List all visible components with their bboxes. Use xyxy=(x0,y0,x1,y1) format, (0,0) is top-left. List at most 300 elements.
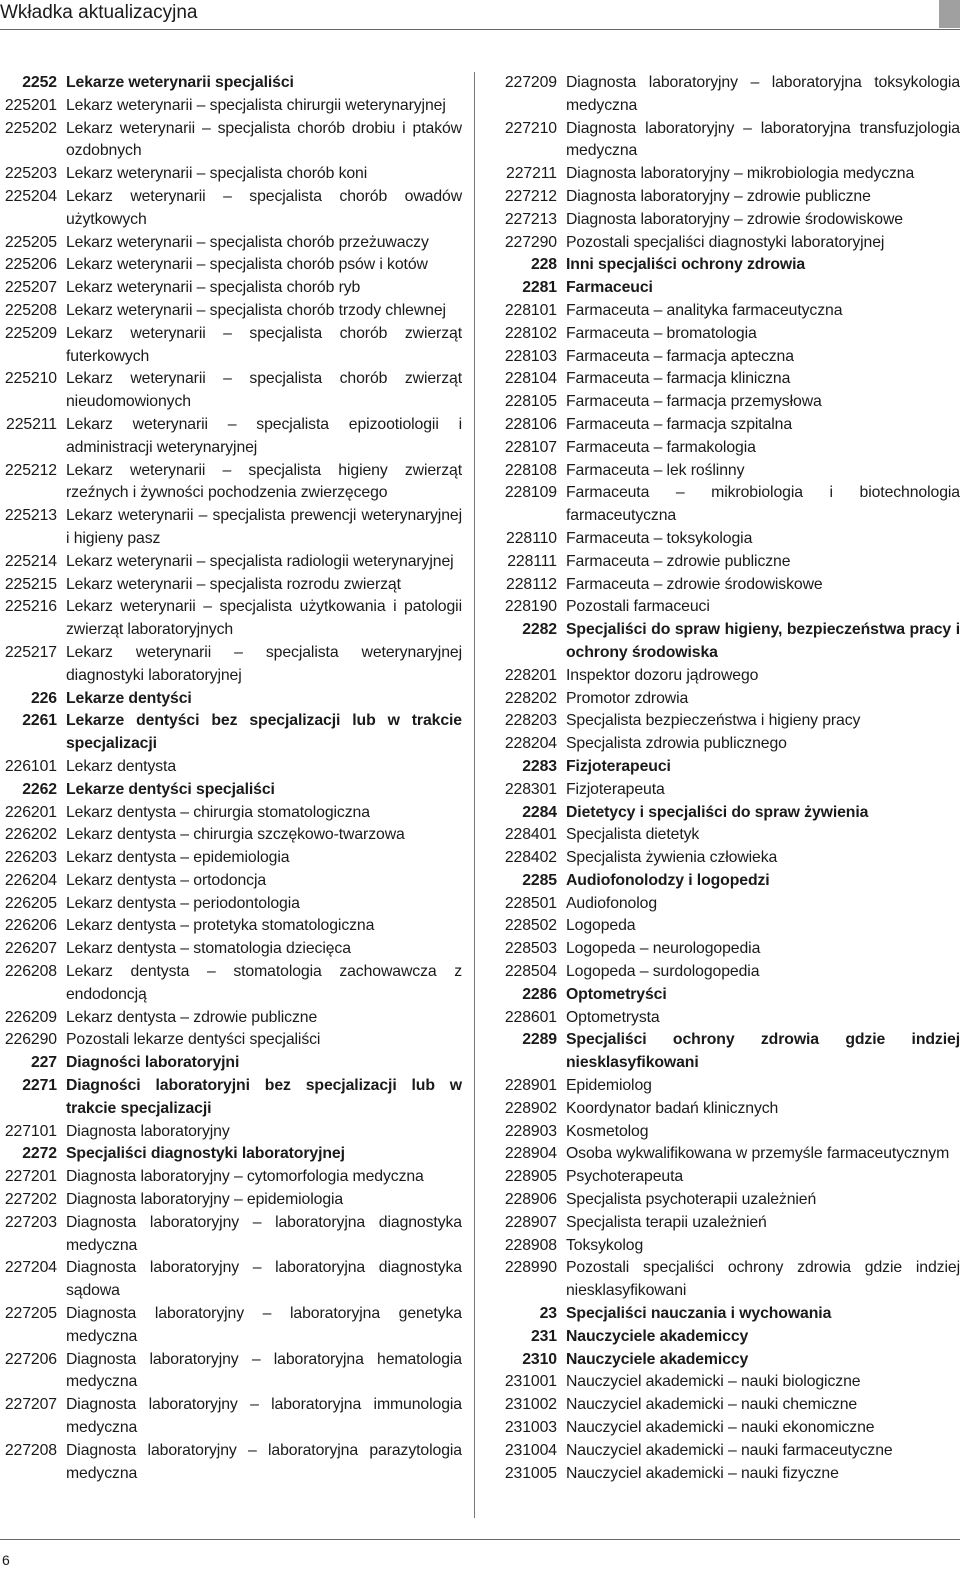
occupation-code: 225207 xyxy=(4,279,57,297)
column-divider xyxy=(474,72,475,1518)
occupation-entry xyxy=(486,1212,960,1235)
occupation-label: Diagnosta laboratoryjny – zdrowie środowiskowe xyxy=(566,210,903,228)
occupation-entry xyxy=(486,1417,960,1440)
occupation-label: Lekarz weterynarii – specjalista chorób ryb xyxy=(66,279,361,297)
occupation-label: Farmaceuta – farmakologia xyxy=(566,438,756,456)
occupation-entry xyxy=(0,1257,462,1303)
occupation-entry xyxy=(486,733,960,756)
occupation-entry xyxy=(486,938,960,961)
occupation-label: Lekarz weterynarii – specjalista rozrodu zwierząt xyxy=(66,575,401,593)
header-title: Wkładka aktualizacyjna xyxy=(0,2,198,23)
group-heading xyxy=(486,1029,960,1075)
occupation-label: Inni specjaliści ochrony zdrowia xyxy=(566,256,806,274)
group-heading xyxy=(486,756,960,779)
occupation-entry xyxy=(0,1440,462,1486)
occupation-label: Logopeda – surdologopedia xyxy=(566,963,760,981)
occupation-code: 227208 xyxy=(4,1441,57,1459)
group-heading xyxy=(0,710,462,756)
occupation-entry xyxy=(486,186,960,209)
occupation-entry xyxy=(0,186,462,232)
occupation-code: 228503 xyxy=(504,940,557,958)
occupation-code: 228202 xyxy=(504,689,557,707)
occupation-entry xyxy=(0,323,462,369)
group-heading xyxy=(0,1075,462,1121)
occupation-code: 2272 xyxy=(22,1145,57,1163)
occupation-entry xyxy=(486,232,960,255)
occupation-code: 231005 xyxy=(504,1464,557,1482)
occupation-label: Lekarz dentysta – periodontologia xyxy=(66,894,300,912)
occupation-code: 227211 xyxy=(506,165,557,183)
occupation-entry xyxy=(486,1166,960,1189)
occupation-code: 231 xyxy=(530,1327,557,1345)
occupation-label: Farmaceuta – farmacja przemysłowa xyxy=(566,393,822,411)
occupation-label: Lekarz weterynarii – specjalista chorób owadów użytkowych xyxy=(66,187,462,228)
occupation-entry xyxy=(486,574,960,597)
occupation-entry xyxy=(486,915,960,938)
occupation-label: Farmaceuta – analityka farmaceutyczna xyxy=(566,301,843,319)
group-heading xyxy=(486,277,960,300)
occupation-label: Audiofonolodzy i logopedzi xyxy=(566,871,770,889)
occupation-code: 228301 xyxy=(504,780,557,798)
occupation-label: Nauczyciel akademicki – nauki biologiczne xyxy=(566,1373,861,1391)
occupation-label: Epidemiolog xyxy=(566,1077,652,1095)
occupation-label: Diagnosta laboratoryjny – laboratoryjna diagnostyka sądowa xyxy=(66,1259,462,1300)
occupation-entry xyxy=(0,870,462,893)
left-column xyxy=(0,72,462,1485)
occupation-entry xyxy=(486,710,960,733)
occupation-code: 228203 xyxy=(504,712,557,730)
group-heading xyxy=(0,779,462,802)
occupation-code: 228401 xyxy=(504,826,557,844)
occupation-label: Farmaceuta – bromatologia xyxy=(566,324,757,342)
occupation-label: Farmaceuta – farmacja szpitalna xyxy=(566,415,793,433)
occupation-code: 227101 xyxy=(4,1122,57,1140)
occupation-label: Farmaceuta – zdrowie publiczne xyxy=(566,552,791,570)
occupation-entry xyxy=(0,1212,462,1258)
occupation-code: 228908 xyxy=(504,1236,557,1254)
occupation-code: 2261 xyxy=(22,712,57,730)
occupation-entry xyxy=(486,460,960,483)
occupation-label: Lekarze dentyści xyxy=(66,689,192,707)
occupation-code: 226101 xyxy=(4,757,57,775)
occupation-code: 226209 xyxy=(4,1008,57,1026)
group-heading xyxy=(0,72,462,95)
occupation-entry xyxy=(0,300,462,323)
occupation-code: 228111 xyxy=(507,552,557,570)
occupation-code: 228504 xyxy=(504,963,557,981)
occupation-label: Diagnosta laboratoryjny – laboratoryjna transfuzjologia medyczna xyxy=(566,119,960,160)
occupation-label: Specjaliści nauczania i wychowania xyxy=(566,1305,832,1323)
occupation-code: 225203 xyxy=(4,165,57,183)
occupation-code: 228103 xyxy=(504,347,557,365)
occupation-code: 228502 xyxy=(504,917,557,935)
occupation-label: Specjalista terapii uzależnień xyxy=(566,1213,767,1231)
occupation-code: 225201 xyxy=(4,96,57,114)
occupation-label: Specjaliści ochrony zdrowia gdzie indziej niesklasyfikowani xyxy=(566,1031,960,1072)
occupation-label: Lekarz dentysta xyxy=(66,757,177,775)
occupation-label: Pozostali specjaliści ochrony zdrowia gdzie indziej niesklasyfikowani xyxy=(566,1259,960,1300)
occupation-label: Diagnosta laboratoryjny xyxy=(66,1122,230,1140)
occupation-code: 225211 xyxy=(6,415,57,433)
occupation-label: Lekarz weterynarii – specjalista prewencji weterynaryjnej i higieny pasz xyxy=(66,507,462,547)
occupation-entry xyxy=(486,1121,960,1144)
occupation-label: Farmaceuta – mikrobiologia i biotechnologia farmaceutyczna xyxy=(566,484,960,525)
occupation-code: 2285 xyxy=(522,871,557,889)
occupation-code: 227209 xyxy=(504,74,557,91)
occupation-label: Diagnosta laboratoryjny – laboratoryjna genetyka medyczna xyxy=(66,1305,462,1345)
occupation-code: 228906 xyxy=(504,1191,557,1209)
occupation-entry xyxy=(486,596,960,619)
occupation-label: Lekarz weterynarii – specjalista chorób drobiu i ptaków ozdobnych xyxy=(66,119,462,160)
occupation-entry xyxy=(486,779,960,802)
occupation-entry xyxy=(0,938,462,961)
occupation-label: Nauczyciele akademiccy xyxy=(566,1327,749,1345)
occupation-entry xyxy=(486,1394,960,1417)
occupation-entry xyxy=(486,847,960,870)
occupation-code: 225204 xyxy=(4,187,57,205)
occupation-label: Lekarz dentysta – epidemiologia xyxy=(66,849,290,867)
occupation-entry xyxy=(0,756,462,779)
occupation-entry xyxy=(0,1166,462,1189)
occupation-label: Lekarz weterynarii – specjalista higieny zwierząt rzeźnych i żywności pochodzenia zwierzęcego xyxy=(66,461,462,502)
occupation-entry xyxy=(486,1235,960,1258)
occupation-label: Diagnosta laboratoryjny – epidemiologia xyxy=(66,1191,344,1209)
occupation-label: Lekarz dentysta – chirurgia szczękowo-twarzowa xyxy=(66,826,405,844)
group-heading xyxy=(486,802,960,825)
group-heading xyxy=(486,984,960,1007)
occupation-label: Lekarz dentysta – protetyka stomatologiczna xyxy=(66,917,375,935)
group-heading xyxy=(486,619,960,665)
occupation-code: 228901 xyxy=(504,1077,557,1095)
group-heading xyxy=(486,1326,960,1349)
occupation-label: Specjalista żywienia człowieka xyxy=(566,849,778,867)
occupation-entry xyxy=(486,482,960,528)
occupation-label: Lekarz dentysta – stomatologia dziecięca xyxy=(66,940,351,958)
occupation-label: Diagnosta laboratoryjny – laboratoryjna parazytologia medyczna xyxy=(66,1441,462,1482)
occupation-entry xyxy=(486,1075,960,1098)
occupation-label: Diagności laboratoryjni xyxy=(66,1054,240,1072)
header-tab-marker xyxy=(939,0,960,28)
occupation-label: Osoba wykwalifikowana w przemyśle farmaceutycznym xyxy=(566,1145,950,1163)
occupation-label: Lekarz weterynarii – specjalista weterynaryjnej diagnostyki laboratoryjnej xyxy=(66,643,462,684)
group-heading xyxy=(0,1143,462,1166)
occupation-code: 2281 xyxy=(522,279,557,297)
occupation-entry xyxy=(0,95,462,118)
occupation-code: 228907 xyxy=(504,1213,557,1231)
occupation-code: 228108 xyxy=(504,461,557,479)
occupation-label: Lekarz weterynarii – specjalista chorób zwierząt nieudomowionych xyxy=(66,370,462,411)
occupation-entry xyxy=(0,551,462,574)
occupation-code: 228990 xyxy=(504,1259,557,1277)
occupation-code: 226290 xyxy=(4,1031,57,1049)
occupation-entry xyxy=(486,551,960,574)
occupation-label: Farmaceuta – lek roślinny xyxy=(566,461,745,479)
occupation-label: Fizjoterapeuta xyxy=(566,780,665,798)
group-heading xyxy=(0,688,462,711)
occupation-entry xyxy=(486,1463,960,1486)
occupation-code: 226205 xyxy=(4,894,57,912)
occupation-code: 225202 xyxy=(4,119,57,137)
occupation-label: Nauczyciel akademicki – nauki chemiczne xyxy=(566,1396,858,1414)
occupation-code: 2252 xyxy=(22,74,57,91)
occupation-code: 2262 xyxy=(22,780,57,798)
occupation-label: Lekarz dentysta – zdrowie publiczne xyxy=(66,1008,318,1026)
occupation-entry xyxy=(0,460,462,506)
occupation-label: Specjalista bezpieczeństwa i higieny pracy xyxy=(566,712,861,730)
occupation-label: Farmaceuta – zdrowie środowiskowe xyxy=(566,575,823,593)
occupation-label: Optometryści xyxy=(566,985,667,1003)
occupation-entry xyxy=(0,824,462,847)
page-number: 6 xyxy=(2,1552,10,1568)
occupation-label: Farmaceuta – toksykologia xyxy=(566,529,753,547)
occupation-label: Specjaliści do spraw higieny, bezpieczeństwa pracy i ochrony środowiska xyxy=(566,621,960,661)
occupation-code: 228105 xyxy=(504,393,557,411)
occupation-entry xyxy=(0,1303,462,1349)
occupation-label: Lekarz weterynarii – specjalista chorób psów i kotów xyxy=(66,256,428,274)
occupation-code: 225210 xyxy=(4,370,57,388)
occupation-code: 225209 xyxy=(4,324,57,342)
occupation-label: Dietetycy i specjaliści do spraw żywienia xyxy=(566,803,869,821)
occupation-label: Lekarz dentysta – chirurgia stomatologiczna xyxy=(66,803,370,821)
occupation-label: Lekarz weterynarii – specjalista radiologii weterynaryjnej xyxy=(66,552,454,570)
occupation-code: 228110 xyxy=(506,529,557,547)
occupation-entry xyxy=(486,665,960,688)
occupation-code: 228107 xyxy=(504,438,557,456)
occupation-code: 228501 xyxy=(504,894,557,912)
occupation-code: 227202 xyxy=(4,1191,57,1209)
occupation-entry xyxy=(486,1098,960,1121)
occupation-code: 228112 xyxy=(506,575,557,593)
occupation-code: 228101 xyxy=(504,301,557,319)
occupation-entry xyxy=(486,118,960,164)
occupation-code: 228903 xyxy=(504,1122,557,1140)
occupation-entry xyxy=(0,1029,462,1052)
footer-rule xyxy=(0,1539,960,1540)
occupation-label: Optometrysta xyxy=(566,1008,660,1026)
occupation-code: 225208 xyxy=(4,301,57,319)
occupation-label: Diagnosta laboratoryjny – laboratoryjna immunologia medyczna xyxy=(66,1396,462,1437)
occupation-code: 228106 xyxy=(504,415,557,433)
occupation-label: Lekarz weterynarii – specjalista chorób zwierząt futerkowych xyxy=(66,324,462,365)
occupation-label: Farmaceuta – farmacja apteczna xyxy=(566,347,794,365)
occupation-entry xyxy=(0,232,462,255)
occupation-label: Diagnosta laboratoryjny – mikrobiologia medyczna xyxy=(566,165,915,183)
occupation-code: 2289 xyxy=(522,1031,557,1049)
occupation-label: Specjalista psychoterapii uzależnień xyxy=(566,1191,817,1209)
occupation-label: Farmaceuci xyxy=(566,279,653,297)
occupation-code: 228104 xyxy=(504,370,557,388)
occupation-code: 225213 xyxy=(4,507,57,525)
occupation-code: 228902 xyxy=(504,1099,557,1117)
occupation-label: Lekarz dentysta – stomatologia zachowawcza z endodoncją xyxy=(66,963,462,1003)
occupation-label: Lekarz weterynarii – specjalista chorób trzody chlewnej xyxy=(66,301,446,319)
occupation-code: 227290 xyxy=(504,233,557,251)
occupation-code: 227210 xyxy=(504,119,557,137)
occupation-label: Diagnosta laboratoryjny – cytomorfologia medyczna xyxy=(66,1168,424,1186)
occupation-entry xyxy=(0,1349,462,1395)
occupation-code: 227206 xyxy=(4,1350,57,1368)
occupation-entry xyxy=(0,574,462,597)
occupation-code: 227207 xyxy=(4,1396,57,1414)
occupation-label: Nauczyciel akademicki – nauki farmaceutyczne xyxy=(566,1441,893,1459)
occupation-code: 2271 xyxy=(22,1077,57,1095)
occupation-entry xyxy=(486,688,960,711)
occupation-entry xyxy=(486,163,960,186)
occupation-entry xyxy=(0,368,462,414)
occupation-code: 227213 xyxy=(504,210,557,228)
occupation-entry xyxy=(0,1394,462,1440)
occupation-code: 228904 xyxy=(504,1145,557,1163)
occupation-code: 226201 xyxy=(4,803,57,821)
occupation-label: Toksykolog xyxy=(566,1236,644,1254)
occupation-label: Lekarz dentysta – ortodoncja xyxy=(66,871,267,889)
occupation-code: 226 xyxy=(30,689,57,707)
occupation-code: 225205 xyxy=(4,233,57,251)
occupation-label: Logopeda xyxy=(566,917,636,935)
occupation-code: 231001 xyxy=(504,1373,557,1391)
occupation-code: 231002 xyxy=(504,1396,557,1414)
occupation-label: Diagnosta laboratoryjny – laboratoryjna diagnostyka medyczna xyxy=(66,1213,462,1254)
occupation-entry xyxy=(0,893,462,916)
occupation-entry xyxy=(0,277,462,300)
occupation-entry xyxy=(0,505,462,551)
right-column xyxy=(486,72,960,1485)
occupation-label: Lekarze weterynarii specjaliści xyxy=(66,74,294,91)
occupation-code: 228 xyxy=(530,256,557,274)
occupation-entry xyxy=(486,1440,960,1463)
occupation-code: 228402 xyxy=(504,849,557,867)
occupation-entry xyxy=(486,346,960,369)
occupation-label: Diagnosta laboratoryjny – laboratoryjna toksykologia medyczna xyxy=(566,74,960,114)
occupation-label: Inspektor dozoru jądrowego xyxy=(566,666,759,684)
occupation-label: Pozostali specjaliści diagnostyki laboratoryjnej xyxy=(566,233,885,251)
occupation-code: 228109 xyxy=(504,484,557,502)
occupation-label: Lekarz weterynarii – specjalista chorób przeżuwaczy xyxy=(66,233,429,251)
occupation-label: Specjalista dietetyk xyxy=(566,826,700,844)
occupation-code: 2282 xyxy=(522,621,557,639)
occupation-entry xyxy=(486,1257,960,1303)
occupation-code: 226203 xyxy=(4,849,57,867)
occupation-entry xyxy=(0,118,462,164)
occupation-entry xyxy=(486,437,960,460)
occupation-label: Diagności laboratoryjni bez specjalizacji lub w trakcie specjalizacji xyxy=(66,1077,462,1117)
occupation-entry xyxy=(486,961,960,984)
occupation-code: 228204 xyxy=(504,735,557,753)
occupation-label: Nauczyciel akademicki – nauki ekonomiczne xyxy=(566,1419,875,1437)
occupation-code: 228905 xyxy=(504,1168,557,1186)
occupation-code: 227212 xyxy=(504,187,557,205)
occupation-code: 225217 xyxy=(4,643,57,661)
occupation-code: 225206 xyxy=(4,256,57,274)
occupation-entry xyxy=(486,1189,960,1212)
occupation-label: Promotor zdrowia xyxy=(566,689,689,707)
occupation-entry xyxy=(486,1371,960,1394)
group-heading xyxy=(486,870,960,893)
occupation-label: Nauczyciel akademicki – nauki fizyczne xyxy=(566,1464,839,1482)
occupation-label: Lekarze dentyści bez specjalizacji lub w trakcie specjalizacji xyxy=(66,712,462,753)
occupation-code: 2310 xyxy=(522,1350,557,1368)
occupation-code: 227205 xyxy=(4,1305,57,1323)
occupation-code: 225214 xyxy=(4,552,57,570)
occupation-label: Lekarze dentyści specjaliści xyxy=(66,780,275,798)
occupation-entry xyxy=(0,915,462,938)
occupation-entry xyxy=(486,72,960,118)
header-rule xyxy=(0,29,960,30)
occupation-entry xyxy=(0,961,462,1007)
occupation-label: Nauczyciele akademiccy xyxy=(566,1350,749,1368)
occupation-code: 226207 xyxy=(4,940,57,958)
occupation-label: Lekarz weterynarii – specjalista chirurgii weterynaryjnej xyxy=(66,96,446,114)
occupation-code: 226202 xyxy=(4,826,57,844)
group-heading xyxy=(486,254,960,277)
occupation-entry xyxy=(486,1007,960,1030)
occupation-label: Kosmetolog xyxy=(566,1122,649,1140)
group-heading xyxy=(486,1303,960,1326)
occupation-entry xyxy=(486,391,960,414)
occupation-code: 227204 xyxy=(4,1259,57,1277)
occupation-label: Audiofonolog xyxy=(566,894,658,912)
occupation-entry xyxy=(0,1121,462,1144)
page-header xyxy=(0,0,960,28)
occupation-entry xyxy=(486,824,960,847)
occupation-label: Psychoterapeuta xyxy=(566,1168,684,1186)
occupation-label: Lekarz weterynarii – specjalista użytkowania i patologii zwierząt laboratoryjnych xyxy=(66,598,462,639)
occupation-entry xyxy=(486,368,960,391)
occupation-entry xyxy=(0,254,462,277)
occupation-label: Specjaliści diagnostyki laboratoryjnej xyxy=(66,1145,345,1163)
occupation-label: Pozostali farmaceuci xyxy=(566,598,710,616)
occupation-entry xyxy=(0,1007,462,1030)
occupation-code: 226208 xyxy=(4,963,57,981)
occupation-entry xyxy=(486,414,960,437)
group-heading xyxy=(486,1349,960,1372)
occupation-entry xyxy=(486,323,960,346)
occupation-label: Specjalista zdrowia publicznego xyxy=(566,735,787,753)
occupation-code: 231003 xyxy=(504,1419,557,1437)
occupation-entry xyxy=(486,528,960,551)
occupation-label: Pozostali lekarze dentyści specjaliści xyxy=(66,1031,321,1049)
occupation-entry xyxy=(0,642,462,688)
occupation-code: 228190 xyxy=(504,598,557,616)
occupation-label: Diagnosta laboratoryjny – laboratoryjna hematologia medyczna xyxy=(66,1350,462,1391)
occupation-code: 231004 xyxy=(504,1441,557,1459)
occupation-code: 2286 xyxy=(522,985,557,1003)
occupation-entry xyxy=(0,802,462,825)
occupation-code: 2284 xyxy=(522,803,557,821)
occupation-label: Logopeda – neurologopedia xyxy=(566,940,761,958)
occupation-code: 225215 xyxy=(4,575,57,593)
occupation-code: 227203 xyxy=(4,1213,57,1231)
occupation-entry xyxy=(486,209,960,232)
occupation-code: 2283 xyxy=(522,757,557,775)
occupation-entry xyxy=(0,596,462,642)
occupation-code: 226204 xyxy=(4,871,57,889)
occupation-code: 226206 xyxy=(4,917,57,935)
occupation-label: Koordynator badań klinicznych xyxy=(566,1099,779,1117)
occupation-entry xyxy=(486,893,960,916)
occupation-label: Lekarz weterynarii – specjalista epizootiologii i administracji weterynaryjnej xyxy=(66,415,462,456)
occupation-code: 228201 xyxy=(504,666,557,684)
occupation-entry xyxy=(486,1143,960,1166)
occupation-label: Farmaceuta – farmacja kliniczna xyxy=(566,370,791,388)
occupation-entry xyxy=(0,163,462,186)
occupation-code: 225212 xyxy=(4,461,57,479)
occupation-code: 228601 xyxy=(504,1008,557,1026)
occupation-entry xyxy=(0,847,462,870)
occupation-entry xyxy=(0,1189,462,1212)
occupation-label: Fizjoterapeuci xyxy=(566,757,671,775)
occupation-code: 228102 xyxy=(504,324,557,342)
